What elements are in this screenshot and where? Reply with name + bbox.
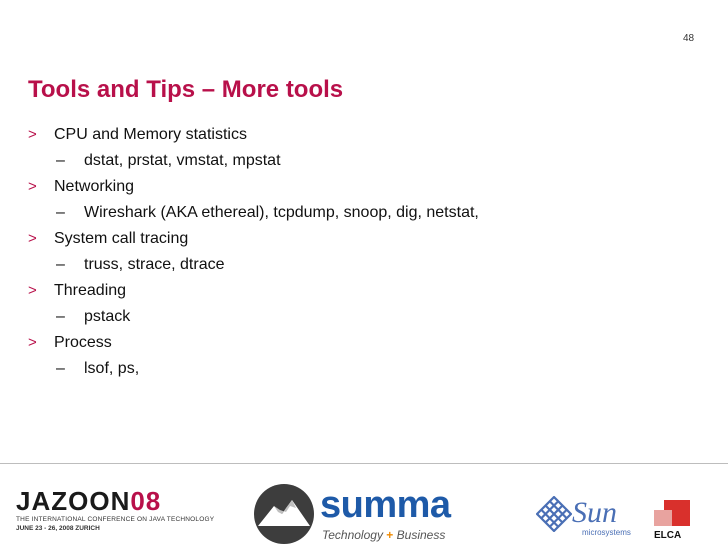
bullet-level2 — [28, 356, 708, 382]
bullet-level2 — [28, 148, 708, 174]
bullet-text: Process — [54, 334, 112, 351]
bullet-level1 — [28, 226, 708, 252]
sub-bullet-text: Wireshark (AKA ethereal), tcpdump, snoop, dig, netstat, — [84, 204, 479, 221]
sun-wordmark: Sun — [572, 496, 617, 529]
sun-diamond-icon — [536, 496, 572, 532]
sub-bullet-marker: – — [56, 256, 65, 273]
bullet-text: Threading — [54, 282, 127, 299]
bullet-level2 — [28, 304, 708, 330]
bullet-marker: > — [28, 178, 37, 195]
sub-bullet-text: pstack — [84, 308, 131, 325]
summa-sub-right: Business — [396, 528, 446, 542]
bullet-marker: > — [28, 282, 37, 299]
bullet-level1 — [28, 330, 708, 356]
sub-bullet-marker: – — [56, 204, 65, 221]
summa-subtitle — [322, 528, 445, 542]
list-item — [28, 330, 708, 382]
jazoon-tagline: THE INTERNATIONAL CONFERENCE ON JAVA TECHNOLOGY — [16, 516, 215, 523]
jazoon-year: 08 — [130, 486, 162, 516]
summa-plus: + — [386, 528, 394, 542]
sun-logo — [536, 488, 636, 540]
bullet-level2 — [28, 252, 708, 278]
page-number: 48 — [683, 33, 695, 44]
bullet-marker: > — [28, 230, 37, 247]
sub-bullet-marker: – — [56, 152, 65, 169]
bullet-level1 — [28, 174, 708, 200]
elca-wordmark: ELCA — [654, 530, 682, 541]
bullet-text: CPU and Memory statistics — [54, 126, 247, 143]
bullet-marker: > — [28, 334, 37, 351]
slide-title: Tools and Tips – More tools — [28, 76, 344, 103]
summa-mountain-icon — [252, 482, 316, 546]
elca-logo — [650, 496, 706, 544]
jazoon-logo — [16, 486, 215, 536]
jazoon-name: JAZOON — [16, 486, 131, 516]
bullet-marker: > — [28, 126, 37, 143]
list-item — [28, 278, 708, 330]
sub-bullet-marker: – — [56, 308, 65, 325]
summa-sub-left: Technology — [322, 528, 383, 542]
sub-bullet-text: truss, strace, dtrace — [84, 256, 225, 273]
jazoon-date: JUNE 23 - 26, 2008 ZURICH — [16, 525, 100, 532]
list-item — [28, 226, 708, 278]
bullet-text: Networking — [54, 178, 135, 195]
bullet-text: System call tracing — [54, 230, 189, 247]
list-item — [28, 174, 708, 226]
sub-bullet-text: lsof, ps, — [84, 360, 140, 377]
summa-wordmark: summa — [320, 484, 451, 526]
list-item — [28, 122, 708, 174]
sub-bullet-text: dstat, prstat, vmstat, mpstat — [84, 152, 281, 169]
summa-logo — [252, 482, 467, 546]
bullet-level1 — [28, 122, 708, 148]
bullet-level1 — [28, 278, 708, 304]
bullet-level2 — [28, 200, 708, 226]
elca-mark-icon — [650, 496, 698, 528]
jazoon-wordmark — [16, 486, 161, 517]
footer — [0, 464, 728, 546]
sun-subtitle: microsystems — [582, 528, 631, 537]
bullet-list — [28, 122, 708, 382]
sub-bullet-marker: – — [56, 360, 65, 377]
